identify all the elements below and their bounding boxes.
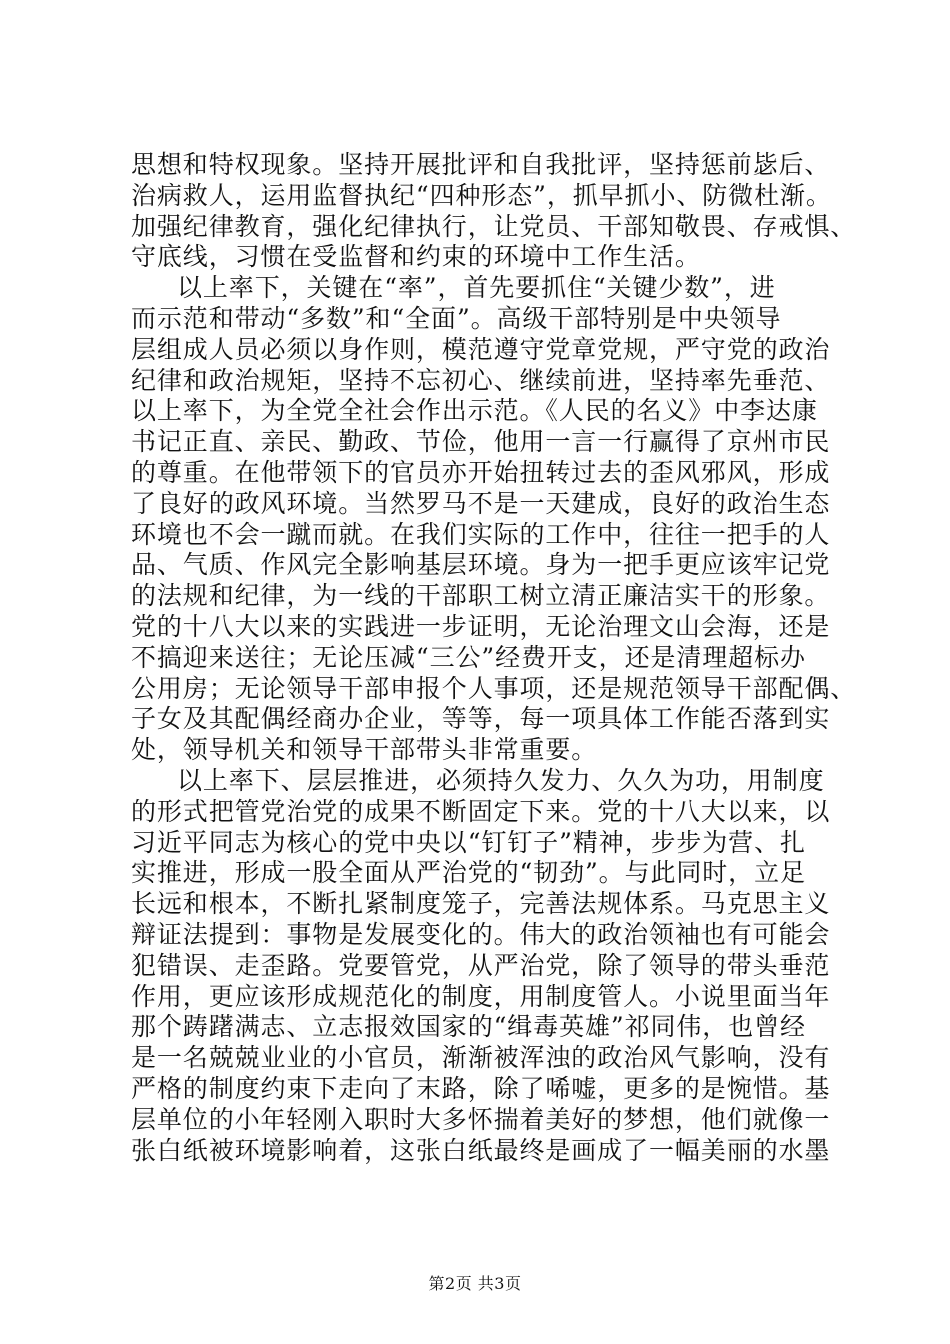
text-line: 层单位的小年轻刚入职时大多怀揣着美好的梦想，他们就像一 [131,1104,831,1134]
text-line: 的法规和纪律，为一线的干部职工树立清正廉洁实干的形象。 [131,581,831,611]
text-line: 纪律和政治规矩，坚持不忘初心、继续前进，坚持率先垂范、 [131,365,831,395]
text-line: 张白纸被环境影响着，这张白纸最终是画成了一幅美丽的水墨 [131,1135,831,1165]
text-line: 公用房；无论领导干部申报个人事项，还是规范领导干部配偶、 [131,673,857,703]
text-line: 品、气质、作风完全影响基层环境。身为一把手更应该牢记党 [131,550,831,580]
text-line: 党的十八大以来的实践进一步证明，无论治理文山会海，还是 [131,611,831,641]
text-line: 子女及其配偶经商办企业，等等，每一项具体工作能否落到实 [131,704,831,734]
text-line: 那个踌躇满志、立志报效国家的“缉毒英雄”祁同伟，也曾经 [131,1012,806,1042]
text-line: 的尊重。在他带领下的官员亦开始扭转过去的歪风邪风，形成 [131,457,831,487]
text-line: 辩证法提到：事物是发展变化的。伟大的政治领袖也有可能会 [131,919,831,949]
text-line: 犯错误、走歪路。党要管党，从严治党，除了领导的带头垂范 [131,950,831,980]
text-line: 以上率下，为全党全社会作出示范。《人民的名义》中李达康 [131,396,818,426]
text-line: 了良好的政风环境。当然罗马不是一天建成，良好的政治生态 [131,488,831,518]
text-line: 思想和特权现象。坚持开展批评和自我批评，坚持惩前毖后、 [131,150,831,179]
text-line: 书记正直、亲民、勤政、节俭，他用一言一行赢得了京州市民 [131,427,831,457]
text-line: 加强纪律教育，强化纪律执行，让党员、干部知敬畏、存戒惧、 [131,211,857,241]
text-line: 处，领导机关和领导干部带头非常重要。 [131,735,598,765]
paragraph-first-line: 以上率下、层层推进，必须持久发力、久久为功，用制度 [177,765,825,795]
text-line: 习近平同志为核心的党中央以“钉钉子”精神，步步为营、扎 [131,827,806,857]
text-line: 的形式把管党治党的成果不断固定下来。党的十八大以来，以 [131,796,831,826]
text-line: 作用，更应该形成规范化的制度，用制度管人。小说里面当年 [131,981,831,1011]
text-line: 不搞迎来送往；无论压减“三公”经费开支，还是清理超标办 [131,642,806,672]
paragraph-first-line: 以上率下，关键在“率”，首先要抓住“关键少数”，进 [177,273,776,303]
text-line: 长远和根本，不断扎紧制度笼子，完善法规体系。马克思主义 [131,889,831,919]
text-line: 环境也不会一蹴而就。在我们实际的工作中，往往一把手的人 [131,519,831,549]
text-line: 而示范和带动“多数”和“全面”。高级干部特别是中央领导 [131,303,782,333]
text-line: 层组成人员必须以身作则，模范遵守党章党规，严守党的政治 [131,334,831,364]
text-line: 治病救人，运用监督执纪“四种形态”，抓早抓小、防微杜渐。 [131,180,832,210]
body-text [131,150,857,1166]
page-footer: 第2页 共3页 [428,1274,522,1293]
text-line: 严格的制度约束下走向了末路，除了唏嘘，更多的是惋惜。基 [131,1073,831,1103]
text-line: 实推进，形成一股全面从严治党的“韧劲”。与此同时，立足 [131,858,806,888]
text-line: 守底线，习惯在受监督和约束的环境中工作生活。 [131,242,701,272]
text-line: 是一名兢兢业业的小官员，渐渐被浑浊的政治风气影响，没有 [131,1043,831,1073]
